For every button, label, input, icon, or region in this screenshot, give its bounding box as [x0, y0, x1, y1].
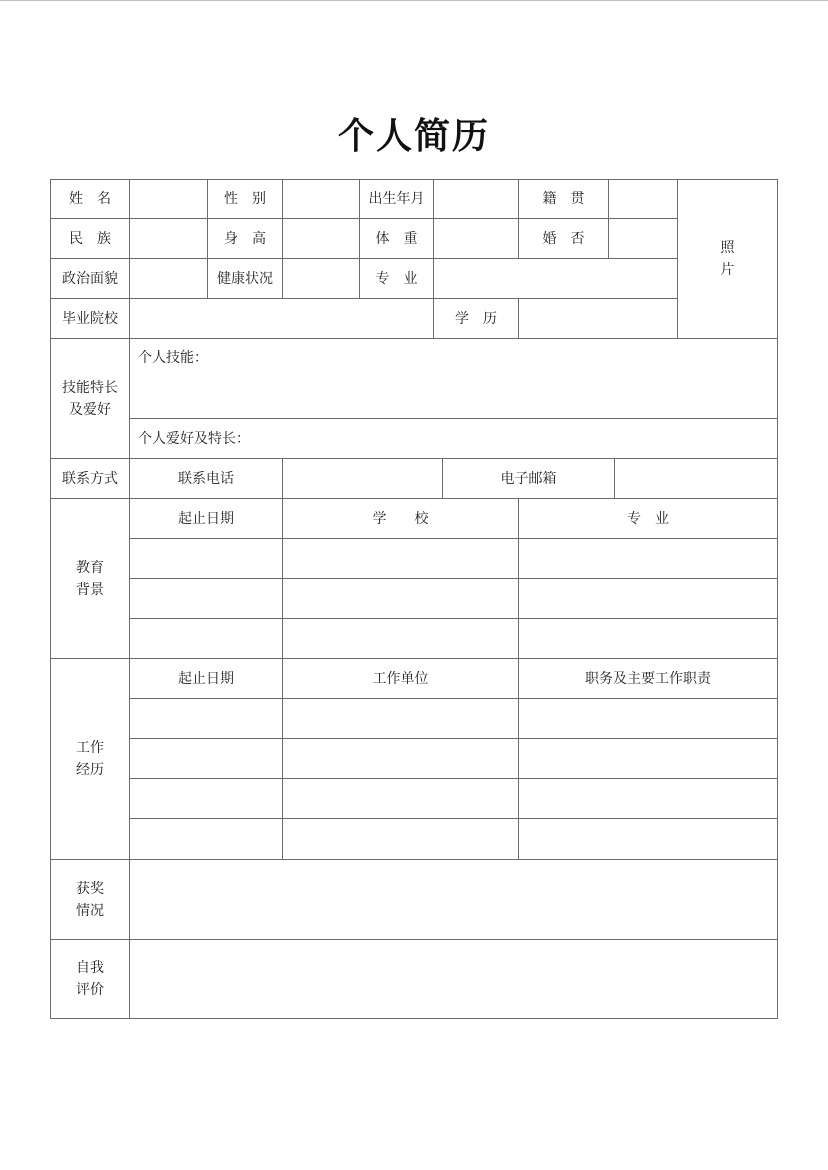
label-political: 政治面貌: [50, 259, 130, 299]
label-health: 健康状况: [208, 259, 283, 299]
field-gender[interactable]: [283, 179, 360, 219]
label-native: 籍 贯: [519, 179, 609, 219]
label-birth: 出生年月: [360, 179, 434, 219]
work-row-3-employer[interactable]: [283, 779, 519, 819]
field-phone[interactable]: [283, 459, 443, 499]
work-row-3-dates[interactable]: [130, 779, 283, 819]
work-row-2-dates[interactable]: [130, 739, 283, 779]
work-row-2-employer[interactable]: [283, 739, 519, 779]
field-awards[interactable]: [130, 860, 778, 940]
label-email: 电子邮箱: [443, 459, 615, 499]
work-row-1-duties[interactable]: [519, 699, 778, 739]
field-marital[interactable]: [609, 219, 678, 259]
edu-row-2-major[interactable]: [519, 579, 778, 619]
work-header-duties: 职务及主要工作职责: [519, 659, 778, 699]
edu-header-school: 学 校: [283, 499, 519, 539]
edu-row-1-school[interactable]: [283, 539, 519, 579]
label-weight: 体 重: [360, 219, 434, 259]
field-email[interactable]: [615, 459, 778, 499]
label-contact: 联系方式: [50, 459, 130, 499]
edu-row-3-major[interactable]: [519, 619, 778, 659]
label-height: 身 高: [208, 219, 283, 259]
edu-row-3-dates[interactable]: [130, 619, 283, 659]
edu-row-2-school[interactable]: [283, 579, 519, 619]
field-school[interactable]: [130, 299, 434, 339]
edu-header-major: 专 业: [519, 499, 778, 539]
label-phone: 联系电话: [130, 459, 283, 499]
field-major[interactable]: [434, 259, 678, 299]
edu-row-2-dates[interactable]: [130, 579, 283, 619]
label-education: 教育 背景: [50, 499, 130, 659]
field-self-eval[interactable]: [130, 940, 778, 1019]
work-row-4-dates[interactable]: [130, 819, 283, 860]
label-degree: 学 历: [434, 299, 519, 339]
work-header-dates: 起止日期: [130, 659, 283, 699]
field-hobbies[interactable]: 个人爱好及特长：: [130, 419, 778, 459]
label-marital: 婚 否: [519, 219, 609, 259]
work-row-4-duties[interactable]: [519, 819, 778, 860]
field-personal-skills[interactable]: 个人技能：: [130, 339, 778, 419]
field-height[interactable]: [283, 219, 360, 259]
label-self-eval: 自我 评价: [50, 940, 130, 1019]
work-row-1-employer[interactable]: [283, 699, 519, 739]
work-row-3-duties[interactable]: [519, 779, 778, 819]
label-work: 工作 经历: [50, 659, 130, 860]
field-health[interactable]: [283, 259, 360, 299]
edu-header-dates: 起止日期: [130, 499, 283, 539]
work-row-2-duties[interactable]: [519, 739, 778, 779]
field-weight[interactable]: [434, 219, 519, 259]
field-name[interactable]: [130, 179, 208, 219]
edu-row-1-major[interactable]: [519, 539, 778, 579]
label-awards: 获奖 情况: [50, 860, 130, 940]
field-native[interactable]: [609, 179, 678, 219]
label-name: 姓 名: [50, 179, 130, 219]
work-row-4-employer[interactable]: [283, 819, 519, 860]
top-border-line: [0, 0, 828, 1]
work-header-employer: 工作单位: [283, 659, 519, 699]
edu-row-1-dates[interactable]: [130, 539, 283, 579]
page-title: 个人简历: [337, 115, 490, 157]
field-ethnic[interactable]: [130, 219, 208, 259]
label-major: 专 业: [360, 259, 434, 299]
photo-box[interactable]: 照 片: [678, 179, 778, 339]
label-ethnic: 民 族: [50, 219, 130, 259]
field-degree[interactable]: [519, 299, 678, 339]
field-political[interactable]: [130, 259, 208, 299]
label-skills: 技能特长 及爱好: [50, 339, 130, 459]
edu-row-3-school[interactable]: [283, 619, 519, 659]
work-row-1-dates[interactable]: [130, 699, 283, 739]
label-school: 毕业院校: [50, 299, 130, 339]
label-gender: 性 别: [208, 179, 283, 219]
field-birth[interactable]: [434, 179, 519, 219]
